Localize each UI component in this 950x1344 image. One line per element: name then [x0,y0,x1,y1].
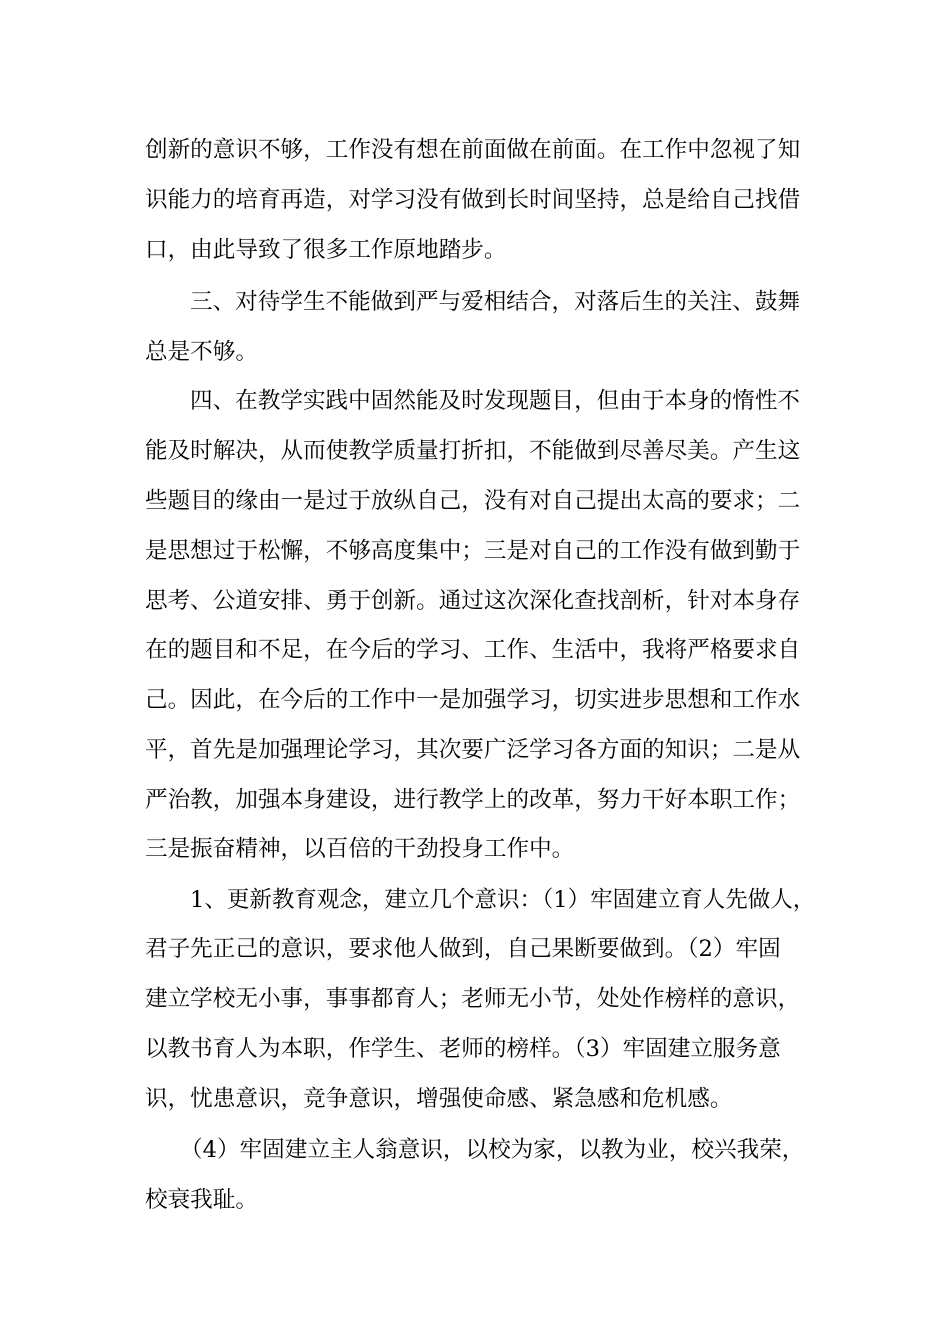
text-line [0,581,950,621]
text-line [0,180,950,220]
text-line [0,1029,950,1069]
text-line [0,630,950,670]
text-line [0,1180,950,1220]
line-text: 己。因此，在今后的工作中一是加强学习，切实进步思想和工作水 [145,687,801,713]
text-line [0,780,950,820]
text-line [0,130,950,170]
line-text: 思考、公道安排、勇于创新。通过这次深化查找剖析，针对本身存 [145,588,801,614]
line-text: 些题目的缘由一是过于放纵自己，没有对自己提出太高的要求；二 [145,488,801,514]
line-text: 创新的意识不够，工作没有想在前面做在前面。在工作中忽视了知 [145,137,801,163]
line-text: 1、更新教育观念，建立几个意识：（1）牢固建立育人先做人， [190,887,816,913]
text-line [0,531,950,571]
text-line [0,431,950,471]
line-text: 识能力的培育再造，对学习没有做到长时间坚持，总是给自己找借 [145,187,801,213]
text-line [0,680,950,720]
line-text: 建立学校无小事，事事都育人；老师无小节，处处作榜样的意识， [145,986,801,1012]
text-line [0,880,950,920]
line-text: 君子先正己的意识，要求他人做到，自己果断要做到。（2）牢固 [145,936,781,962]
text-line [0,1130,950,1170]
text-line [0,230,950,270]
text-line [0,481,950,521]
line-text: 口，由此导致了很多工作原地踏步。 [145,237,507,263]
text-line [0,381,950,421]
line-text: 严治教，加强本身建设，进行教学上的改革，努力干好本职工作； [145,787,801,813]
line-text: 四、在教学实践中固然能及时发现题目，但由于本身的惰性不 [190,388,801,414]
text-line [0,979,950,1019]
line-text: 平，首先是加强理论学习，其次要广泛学习各方面的知识；二是从 [145,737,801,763]
line-text: 总是不够。 [145,339,258,365]
line-text: 三是振奋精神，以百倍的干劲投身工作中。 [145,836,575,862]
line-text: （4）牢固建立主人翁意识，以校为家，以教为业，校兴我荣， [180,1137,805,1163]
line-text: 是思想过于松懈，不够高度集中；三是对自己的工作没有做到勤于 [145,538,801,564]
text-line [0,282,950,322]
text-line [0,829,950,869]
line-text: 校衰我耻。 [145,1187,258,1213]
text-line [0,730,950,770]
line-text: 识，忧患意识，竞争意识，增强使命感、紧急感和危机感。 [145,1086,733,1112]
line-text: 在的题目和不足，在今后的学习、工作、生活中，我将严格要求自 [145,637,801,663]
text-line [0,332,950,372]
line-text: 能及时解决，从而使教学质量打折扣，不能做到尽善尽美。产生这 [145,438,801,464]
line-text: 以教书育人为本职，作学生、老师的榜样。（3）牢固建立服务意 [145,1036,781,1062]
text-line [0,929,950,969]
text-line [0,1079,950,1119]
line-text: 三、对待学生不能做到严与爱相结合，对落后生的关注、鼓舞 [190,289,801,315]
